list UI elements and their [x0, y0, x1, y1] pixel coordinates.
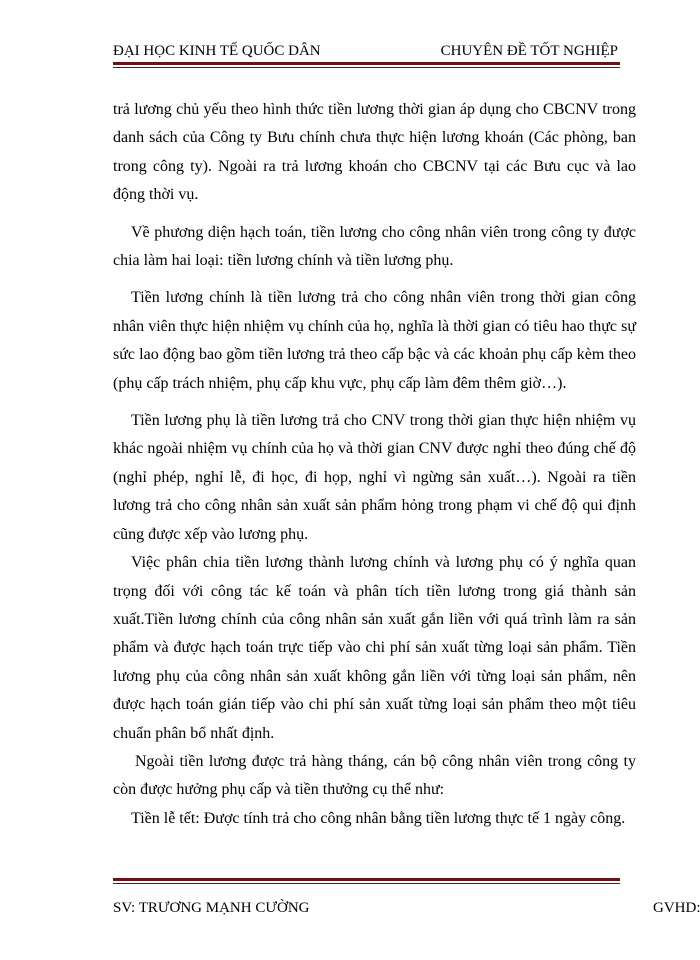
- paragraph-5: Việc phân chia tiền lương thành lương chính và lương phụ có ý nghĩa quan trọng đối với công tác kế toán và phân tích tiền lương trong giá thành sản xuất.Tiền lương chính của công nhân sản xuất gắn liền với quá trình làm ra sản phẩm và được hạch toán trực tiếp vào chi phí sản xuất từng loại sản phẩm. Tiền lương phụ của công nhân sản xuất không gắn liền với từng loại sản phẩm, nên được hạch toán gián tiếp vào chi phí sản xuất từng loại sản phẩm theo một tiêu chuẩn phân bổ nhất định.: [113, 554, 636, 742]
- header-university: ĐẠI HỌC KINH TẾ QUỐC DÂN: [113, 43, 321, 59]
- paragraph-6: Ngoài tiền lương được trả hàng tháng, cán bộ công nhân viên trong công ty còn được hưởng phụ cấp và tiền thưởng cụ thể như:: [113, 752, 636, 799]
- footer-supervisor: GVHD:: [653, 900, 700, 916]
- paragraph-4: Tiền lương phụ là tiền lương trả cho CNV trong thời gian thực hiện nhiệm vụ khác ngoài nhiệm vụ chính của họ và thời gian CNV được nghỉ theo đúng chế độ (nghỉ phép, nghỉ lễ, đi học, đi họp, nghỉ vì ngừng sản xuất…). Ngoài ra tiền lương trả cho công nhân sản xuất sản phẩm hỏng trong phạm vi chế độ qui định cũng được xếp vào lương phụ.: [113, 412, 636, 543]
- header-rule: [113, 62, 620, 68]
- footer-student: SV: TRƯƠNG MẠNH CƯỜNG: [113, 900, 310, 916]
- page-footer: [113, 898, 700, 918]
- paragraph-3: Tiền lương chính là tiền lương trả cho công nhân viên trong thời gian công nhân viên thực hiện nhiệm vụ chính của họ, nghĩa là thời gian có tiêu hao thực sự sức lao động bao gồm tiền lương trả theo cấp bậc và các khoản phụ cấp kèm theo (phụ cấp trách nhiệm, phụ cấp khu vực, phụ cấp làm đêm thêm giờ…).: [113, 289, 636, 392]
- page-header: [113, 40, 618, 62]
- paragraph-1: trả lương chủ yếu theo hình thức tiền lương thời gian áp dụng cho CBCNV trong danh sách của Công ty Bưu chính chưa thực hiện lương khoán (Các phòng, ban trong công ty). Ngoài ra trả lương khoán cho CBCNV tại các Bưu cục và lao động thời vụ.: [113, 101, 636, 204]
- footer-rule: [113, 878, 620, 884]
- paragraph-7: Tiền lễ tết: Được tính trả cho công nhân bằng tiền lương thực tế 1 ngày công.: [131, 809, 626, 827]
- header-document-type: CHUYÊN ĐỀ TỐT NGHIỆP: [440, 43, 618, 59]
- document-body: [113, 96, 636, 833]
- paragraph-2: Về phương diện hạch toán, tiền lương cho công nhân viên trong công ty được chia làm hai loại: tiền lương chính và tiền lương phụ.: [113, 223, 636, 270]
